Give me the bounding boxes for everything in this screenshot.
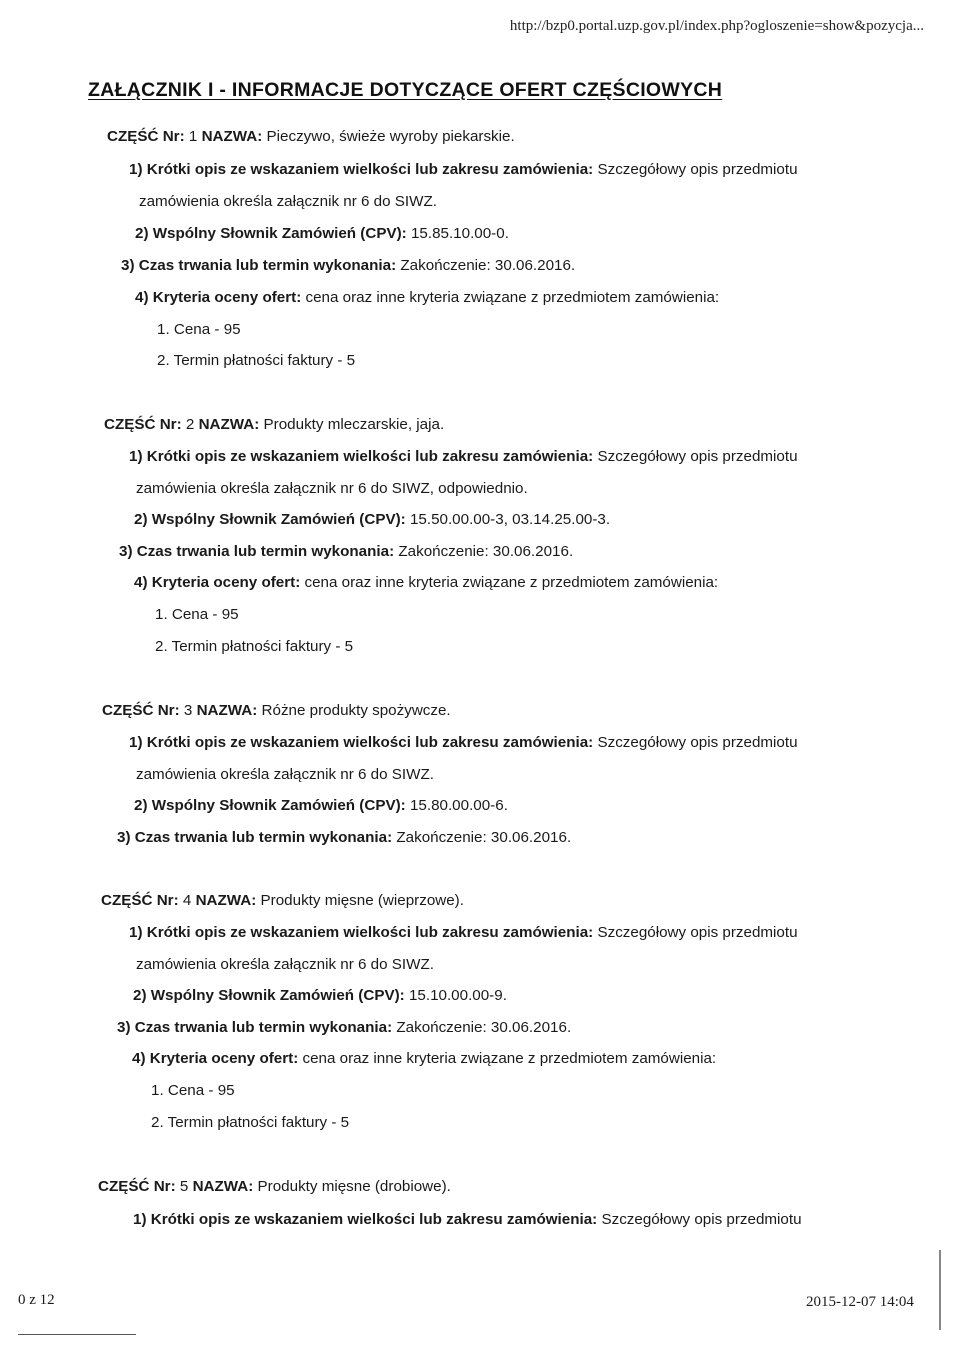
description-label: 1) Krótki opis ze wskazaniem wielkości lub zakresu zamówienia: — [133, 1211, 598, 1228]
duration-value: Zakończenie: 30.06.2016. — [396, 1019, 572, 1036]
criterion-item: 1. Cena - 95 — [157, 321, 241, 338]
part-number-label: CZĘŚĆ Nr: — [98, 1178, 176, 1195]
part-description-cont: zamówienia określa załącznik nr 6 do SIWZ. — [139, 193, 437, 210]
part-duration — [119, 543, 573, 560]
part-description — [129, 161, 798, 178]
description-text: Szczegółowy opis przedmiotu — [601, 1211, 802, 1228]
criterion-item: 2. Termin płatności faktury - 5 — [155, 638, 354, 655]
duration-label: 3) Czas trwania lub termin wykonania: — [117, 1019, 393, 1036]
part-name-label: NAZWA: — [198, 416, 260, 433]
criteria-text: cena oraz inne kryteria związane z przedmiotem zamówienia: — [305, 289, 720, 306]
part-description-cont: zamówienia określa załącznik nr 6 do SIWZ. — [136, 956, 434, 973]
duration-value: Zakończenie: 30.06.2016. — [398, 543, 574, 560]
part-description-cont: zamówienia określa załącznik nr 6 do SIWZ. — [136, 766, 434, 783]
description-text: Szczegółowy opis przedmiotu — [597, 448, 798, 465]
cpv-label: 2) Wspólny Słownik Zamówień (CPV): — [135, 225, 407, 242]
part-cpv — [135, 225, 509, 242]
part-description — [129, 924, 798, 941]
duration-value: Zakończenie: 30.06.2016. — [396, 829, 572, 846]
part-header — [102, 702, 451, 719]
criteria-label: 4) Kryteria oceny ofert: — [135, 289, 302, 306]
description-label: 1) Krótki opis ze wskazaniem wielkości lub zakresu zamówienia: — [129, 924, 594, 941]
cpv-code: 15.85.10.00-0. — [410, 225, 509, 242]
part-name-label: NAZWA: — [192, 1178, 254, 1195]
part-description — [129, 448, 798, 465]
part-criteria — [134, 574, 718, 591]
description-label: 1) Krótki opis ze wskazaniem wielkości lub zakresu zamówienia: — [129, 448, 594, 465]
page-counter: 0 z 12 — [18, 1292, 55, 1308]
page-url: http://bzp0.portal.uzp.gov.pl/index.php?ogloszenie=show&pozycja... — [509, 18, 924, 34]
part-name: Pieczywo, świeże wyroby piekarskie. — [266, 128, 515, 145]
part-duration — [117, 1019, 571, 1036]
part-cpv — [133, 987, 507, 1004]
part-number-label: CZĘŚĆ Nr: — [101, 892, 179, 909]
duration-label: 3) Czas trwania lub termin wykonania: — [121, 257, 397, 274]
description-text: Szczegółowy opis przedmiotu — [597, 161, 798, 178]
description-text: Szczegółowy opis przedmiotu — [597, 924, 798, 941]
part-cpv — [134, 511, 610, 528]
criterion-item: 1. Cena - 95 — [155, 606, 239, 623]
part-number: 1 — [188, 128, 198, 145]
part-name: Różne produkty spożywcze. — [261, 702, 451, 719]
part-number-label: CZĘŚĆ Nr: — [102, 702, 180, 719]
cpv-code: 15.80.00.00-6. — [409, 797, 508, 814]
part-header — [107, 128, 515, 145]
part-number: 5 — [179, 1178, 189, 1195]
criteria-label: 4) Kryteria oceny ofert: — [134, 574, 301, 591]
part-name: Produkty mięsne (wieprzowe). — [260, 892, 464, 909]
part-number: 3 — [183, 702, 193, 719]
part-name: Produkty mięsne (drobiowe). — [257, 1178, 451, 1195]
part-description-cont: zamówienia określa załącznik nr 6 do SIWZ, odpowiednio. — [136, 480, 528, 497]
criteria-label: 4) Kryteria oceny ofert: — [132, 1050, 299, 1067]
criterion-item: 2. Termin płatności faktury - 5 — [157, 352, 356, 369]
cpv-label: 2) Wspólny Słownik Zamówień (CPV): — [134, 797, 406, 814]
part-header — [104, 416, 444, 433]
criterion-item: 1. Cena - 95 — [151, 1082, 235, 1099]
cpv-code: 15.10.00.00-9. — [408, 987, 507, 1004]
criterion-item: 2. Termin płatności faktury - 5 — [151, 1114, 350, 1131]
part-description — [129, 734, 798, 751]
part-duration — [117, 829, 571, 846]
footer-divider — [18, 1334, 136, 1335]
part-name-label: NAZWA: — [196, 702, 258, 719]
description-label: 1) Krótki opis ze wskazaniem wielkości lub zakresu zamówienia: — [129, 161, 594, 178]
duration-label: 3) Czas trwania lub termin wykonania: — [119, 543, 395, 560]
criteria-text: cena oraz inne kryteria związane z przedmiotem zamówienia: — [302, 1050, 717, 1067]
description-text: Szczegółowy opis przedmiotu — [597, 734, 798, 751]
part-criteria — [132, 1050, 716, 1067]
part-name-label: NAZWA: — [195, 892, 257, 909]
part-header — [101, 892, 464, 909]
part-header — [98, 1178, 451, 1195]
part-cpv — [134, 797, 508, 814]
part-name-label: NAZWA: — [201, 128, 263, 145]
part-duration — [121, 257, 575, 274]
cpv-label: 2) Wspólny Słownik Zamówień (CPV): — [133, 987, 405, 1004]
page-title: ZAŁĄCZNIK I - INFORMACJE DOTYCZĄCE OFERT CZĘŚCIOWYCH — [88, 79, 723, 101]
part-description — [133, 1211, 802, 1228]
cpv-label: 2) Wspólny Słownik Zamówień (CPV): — [134, 511, 406, 528]
duration-label: 3) Czas trwania lub termin wykonania: — [117, 829, 393, 846]
print-datetime: 2015-12-07 14:04 — [806, 1294, 914, 1310]
part-number: 2 — [185, 416, 195, 433]
duration-value: Zakończenie: 30.06.2016. — [400, 257, 576, 274]
scan-edge-mark — [939, 1250, 941, 1330]
criteria-text: cena oraz inne kryteria związane z przedmiotem zamówienia: — [304, 574, 719, 591]
part-name: Produkty mleczarskie, jaja. — [263, 416, 445, 433]
part-number-label: CZĘŚĆ Nr: — [107, 128, 185, 145]
part-criteria — [135, 289, 719, 306]
cpv-code: 15.50.00.00-3, 03.14.25.00-3. — [409, 511, 611, 528]
description-label: 1) Krótki opis ze wskazaniem wielkości lub zakresu zamówienia: — [129, 734, 594, 751]
part-number-label: CZĘŚĆ Nr: — [104, 416, 182, 433]
part-number: 4 — [182, 892, 192, 909]
